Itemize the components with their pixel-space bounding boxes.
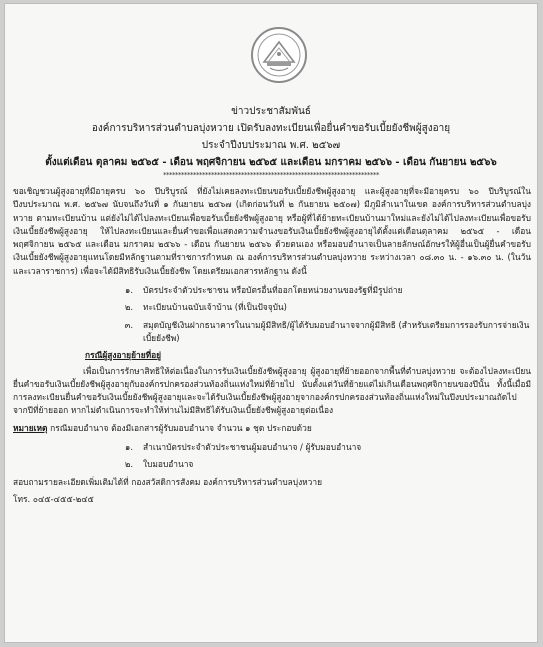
list-item-text: สำเนาบัตรประจำตัวประชาชนผู้มอบอำนาจ / ผู้รับมอบอำนาจ bbox=[143, 442, 362, 453]
list-item-text: บัตรประจำตัวประชาชน หรือบัตรอื่นที่ออกโดยหน่วยงานของรัฐที่มีรูปถ่าย bbox=[143, 285, 403, 296]
contact-inquiry: สอบถามรายละเอียดเพิ่มเติมได้ที่ กองสวัสดิการสังคม องค์การบริหารส่วนตำบลบุ่งหวาย bbox=[13, 476, 322, 487]
note-label: หมายเหตุ bbox=[13, 422, 48, 433]
proxy-documents-list bbox=[13, 441, 531, 472]
note-line bbox=[13, 422, 531, 435]
intro-paragraph: ขอเชิญชวนผู้สูงอายุที่มีอายุครบ ๖๐ ปีบริบูรณ์ ที่ยังไม่เคยลงทะเบียนขอรับเบี้ยยังชีพผู้สูงอายุ และผู้สูงอายุที่จะมีอายุครบ ๖๐ ปีบริบูรณ์ในปีงบประมาณ พ.ศ. ๒๕๖๗ นับจนถึงวันที่ ๑ กันยายน ๒๕๖๗ (เกิดก่อนวันที่ ๒ กันยายน ๒๕๐๗) มีภูมิลำเนาในเขต องค์การบริหารส่วนตำบลบุ่งหวาย ตามทะเบียนบ้าน แต่ยังไม่ได้ไปลงทะเบียนเพื่อขอรับเบี้ยยังชีพผู้สูงอายุ หรือผู้ที่ได้ย้ายทะเบียนบ้านมาใหม่และยังไม่ได้ไปลงทะเบียนเพื่อขอรับเงินเบี้ยยังชีพผู้สูงอายุ ให้ไปลงทะเบียนและยื่นคำขอเพื่อแสดงความจำนงขอรับเงินเบี้ยยังชีพผู้สูงอายุได้ตั้งแต่เดือนตุลาคม ๒๕๖๕ - เดือน พฤศจิกายน ๒๕๖๕ และเดือน มกราคม ๒๕๖๖ - เดือน กันยายน ๒๕๖๖ ด้วยตนเอง หรือมอบอำนาจเป็นลายลักษณ์อักษรให้ผู้อื่นเป็นผู้ยื่นคำขอรับเงินเบี้ยยังชีพผู้สูงอายุแทนโดยมีหลักฐานตามที่ราชการกำหนด ณ องค์การบริหารส่วนตำบลบุ่งหวาย ระหว่างเวลา ๐๘.๓๐ น. - ๑๖.๓๐ น. (ในวันและเวลาราชการ) เพื่อจะได้มีสิทธิรับเงินเบี้ยยังชีพ โดยเตรียมเอกสารหลักฐาน ดังนี้ bbox=[13, 186, 531, 276]
contact-phone: โทร. ๐๔๕-๔๕๕-๒๔๕ bbox=[13, 493, 94, 504]
list-item-number: ๒. bbox=[124, 459, 133, 470]
list-item bbox=[13, 284, 531, 297]
list-item bbox=[13, 301, 531, 314]
list-item-number: ๒. bbox=[124, 302, 133, 313]
document-body bbox=[13, 185, 531, 506]
organization-title: องค์การบริหารส่วนตำบลบุ่งหวาย เปิดรับลงทะเบียนเพื่อยื่นคำขอรับเบี้ยยังชีพผู้สูงอายุ bbox=[91, 123, 451, 134]
list-item-text: ทะเบียนบ้านฉบับเจ้าบ้าน (ที่เป็นปัจจุบัน) bbox=[143, 302, 287, 313]
document-heading: ข่าวประชาสัมพันธ์ bbox=[231, 106, 311, 117]
organization-seal-icon bbox=[250, 26, 308, 84]
list-item-number: ๓. bbox=[124, 319, 133, 330]
note-text: กรณีมอบอำนาจ ต้องมีเอกสารผู้รับมอบอำนาจ จำนวน ๑ ชุด ประกอบด้วย bbox=[47, 422, 312, 433]
list-item bbox=[13, 458, 531, 471]
list-item-text: สมุดบัญชีเงินฝากธนาคารในนามผู้มีสิทธิ/ผู้ได้รับมอบอำนาจจากผู้มีสิทธิ (สำหรับเตรียมการรองรับการจ่ายเงินเบี้ยยังชีพ) bbox=[143, 319, 530, 343]
relocation-heading: กรณีผู้สูงอายุย้ายที่อยู่ bbox=[85, 350, 162, 361]
list-item-number: ๑. bbox=[125, 442, 133, 453]
list-item bbox=[13, 441, 531, 454]
relocation-paragraph: เพื่อเป็นการรักษาสิทธิให้ต่อเนื่องในการรับเงินเบี้ยยังชีพผู้สูงอายุ ผู้สูงอายุที่ย้ายออกจากพื้นที่ตำบลบุ่งหวาย จะต้องไปลงทะเบียนยื่นคำขอรับเงินเบี้ยยังชีพผู้สูงอายุกับองค์กรปกครองส่วนท้องถิ่นแห่งใหม่ที่ย้ายไป นับตั้งแต่วันที่ย้ายแต่ไม่เกินเดือนพฤศจิกายนของปีนั้น ทั้งนี้เมื่อมีการลงทะเบียนยื่นคำขอรับเงินเบี้ยยังชีพผู้สูงอายุและจะได้รับเงินเบี้ยยังชีพผู้สูงอายุจากองค์กรปกครองส่วนท้องถิ่นแห่งใหม่ในปีงบประมาณถัดไปจากปีที่ย้ายออก หากไม่ดำเนินการจะทำให้ท่านไม่มีสิทธิได้รับเงินเบี้ยยังชีพผู้สูงอายุต่อเนื่อง bbox=[13, 365, 531, 416]
fiscal-year-line: ประจำปีงบประมาณ พ.ศ. ๒๕๖๗ bbox=[201, 140, 341, 151]
required-documents-list bbox=[13, 284, 531, 345]
registration-period: ตั้งแต่เดือน ตุลาคม ๒๕๖๕ - เดือน พฤศจิกายน ๒๕๖๕ และเดือน มกราคม ๒๕๖๖ - เดือน กันยายน ๒๕๖๖ bbox=[45, 157, 497, 168]
list-item bbox=[13, 319, 531, 346]
list-item-text: ใบมอบอำนาจ bbox=[143, 459, 194, 470]
list-item-number: ๑. bbox=[125, 285, 133, 296]
announcement-document bbox=[4, 3, 538, 643]
star-divider: ************************************************************************ bbox=[163, 171, 379, 179]
